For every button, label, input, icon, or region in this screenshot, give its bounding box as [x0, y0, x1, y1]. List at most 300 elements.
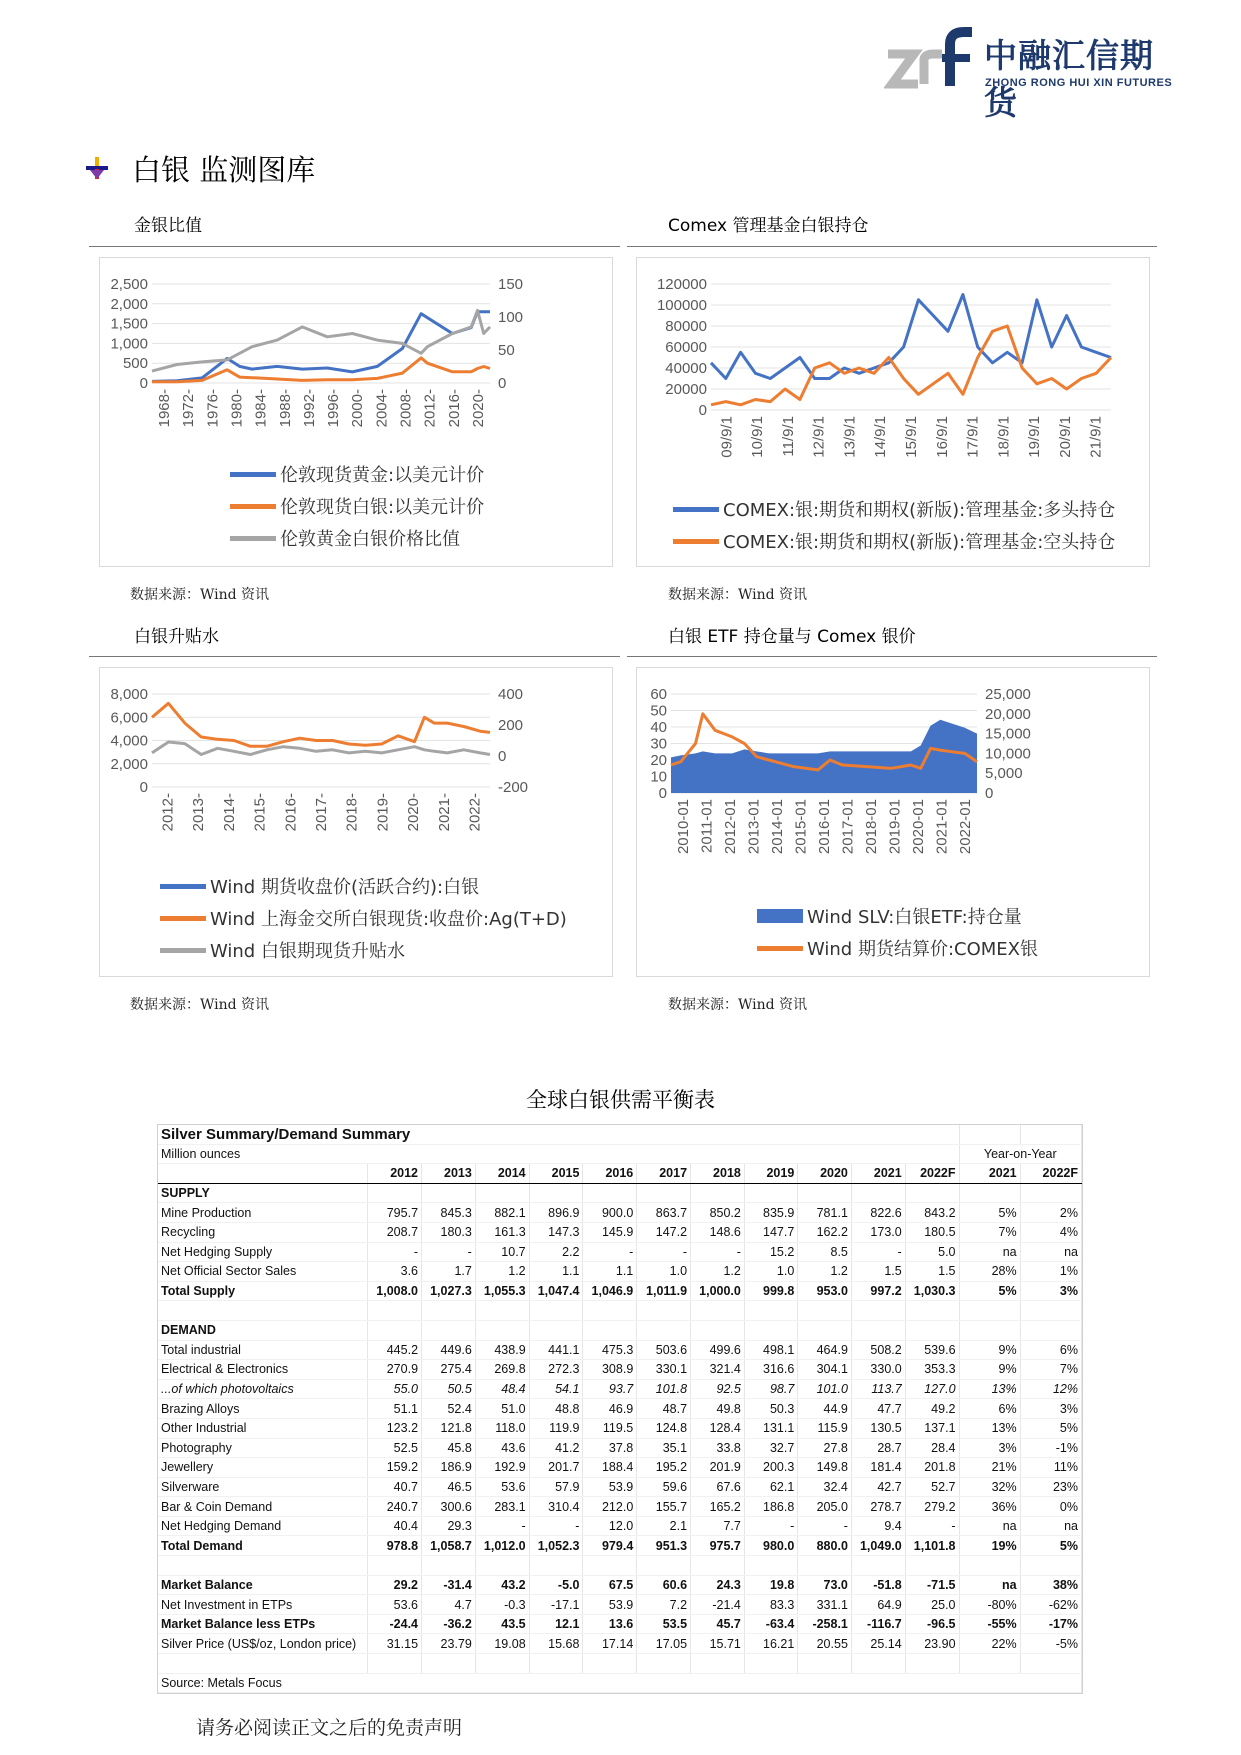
table-cell [475, 1320, 529, 1340]
table-cell: 50.5 [422, 1379, 476, 1399]
y-tick-label: 100000 [656, 297, 707, 314]
table-cell [744, 1556, 797, 1576]
table-cell: 353.3 [905, 1360, 959, 1380]
table-cell: 539.6 [905, 1340, 959, 1360]
table-cell: 200.3 [744, 1458, 797, 1478]
table-row [158, 1183, 1082, 1203]
chart1-legend [230, 458, 484, 554]
yoy-cell: 2% [1020, 1203, 1081, 1223]
y-tick-label: 50 [650, 702, 667, 720]
table-cell [368, 1654, 422, 1674]
row-label: Other Industrial [158, 1418, 368, 1438]
table-cell: 835.9 [744, 1203, 797, 1223]
x-tick-label: 1976- [204, 389, 222, 428]
table-cell: 25.0 [905, 1595, 959, 1615]
table-cell: 23.90 [905, 1634, 959, 1654]
legend-item [160, 870, 567, 902]
table-row [158, 1556, 1082, 1576]
series-line [152, 742, 490, 755]
yoy-cell: na [959, 1242, 1020, 1262]
y2-tick-label: 25,000 [985, 686, 1031, 703]
y-tick-label: 30 [650, 735, 667, 753]
table-cell [905, 1320, 959, 1340]
table-cell: 279.2 [905, 1497, 959, 1517]
table-cell [475, 1556, 529, 1576]
yoy-cell [959, 1183, 1020, 1203]
table-cell: 54.1 [529, 1379, 583, 1399]
table-cell: -51.8 [851, 1575, 905, 1595]
legend-item [160, 902, 567, 934]
table-cell [368, 1556, 422, 1576]
x-tick-label: 1980- [228, 389, 246, 428]
y2-tick-label: 10,000 [985, 745, 1031, 763]
x-tick-label: 1972- [180, 389, 198, 428]
x-tick-label: 20/9/1 [1056, 416, 1074, 458]
row-label: ...of which photovoltaics [158, 1379, 368, 1399]
yoy-cell: 5% [959, 1281, 1020, 1301]
yoy-cell [1020, 1183, 1081, 1203]
x-tick-label: 2020- [469, 389, 487, 428]
x-tick-label: 2004- [373, 389, 391, 428]
table-cell: 7.2 [637, 1595, 691, 1615]
table-row [158, 1418, 1082, 1438]
row-label: Mine Production [158, 1203, 368, 1223]
yoy-cell: 0% [1020, 1497, 1081, 1517]
table-cell: 781.1 [798, 1203, 852, 1223]
table-cell: 208.7 [368, 1222, 422, 1242]
table-row [158, 1379, 1082, 1399]
x-tick-label: 2011-01 [698, 799, 716, 853]
chart2-source: 数据来源：Wind 资讯 [668, 587, 808, 603]
table-cell: 41.2 [529, 1438, 583, 1458]
table-cell: 93.7 [583, 1379, 637, 1399]
table-row [158, 1595, 1082, 1615]
table-cell: 9.4 [851, 1516, 905, 1536]
legend-label: 伦敦现货白银:以美元计价 [280, 497, 485, 518]
y2-tick-label: 20,000 [985, 705, 1031, 723]
y-tick-label: 4,000 [110, 732, 148, 750]
table-cell: 43.6 [475, 1438, 529, 1458]
chart4-title: 白银 ETF 持仓量与 Comex 银价 [668, 627, 916, 647]
table-cell: 850.2 [691, 1203, 745, 1223]
table-cell: 15.68 [529, 1634, 583, 1654]
x-tick-label: 2015- [251, 793, 269, 832]
table-row [158, 1634, 1082, 1654]
table-cell: 32.4 [798, 1477, 852, 1497]
table-cell [798, 1654, 852, 1674]
table-cell: 37.8 [583, 1438, 637, 1458]
row-label: Silver Price (US$/oz, London price) [158, 1634, 368, 1654]
x-tick-label: 19/9/1 [1026, 416, 1044, 458]
table-cell: 900.0 [583, 1203, 637, 1223]
y-tick-label: 0 [139, 375, 148, 392]
y-tick-label: 20000 [665, 381, 707, 398]
table-cell: 35.1 [637, 1438, 691, 1458]
table-cell [583, 1301, 637, 1321]
table-cell: 441.1 [529, 1340, 583, 1360]
row-label [158, 1654, 368, 1674]
table-cell [583, 1654, 637, 1674]
table-cell: 12.1 [529, 1614, 583, 1634]
legend-item [757, 900, 1038, 932]
table-cell [529, 1320, 583, 1340]
table-cell: 186.8 [744, 1497, 797, 1517]
x-tick-label: 2017- [313, 793, 330, 832]
y-tick-label: 500 [122, 355, 148, 373]
series-line [152, 310, 490, 371]
table-cell [475, 1183, 529, 1203]
table-cell: 331.1 [798, 1595, 852, 1615]
table-cell: 121.8 [422, 1418, 476, 1438]
yoy-cell: 7% [959, 1222, 1020, 1242]
year-header: 2014 [475, 1164, 529, 1184]
table-cell [1020, 1125, 1081, 1144]
row-label: Total Supply [158, 1281, 368, 1301]
y-tick-label: 60 [650, 686, 667, 703]
x-tick-label: 2022- [466, 793, 484, 832]
table-cell: 40.7 [368, 1477, 422, 1497]
chart3-source: 数据来源：Wind 资讯 [130, 997, 270, 1013]
table-cell: 1,055.3 [475, 1281, 529, 1301]
table-cell: 8.5 [798, 1242, 852, 1262]
row-label: Recycling [158, 1222, 368, 1242]
table-cell: 1.5 [905, 1262, 959, 1282]
table-cell: 45.7 [691, 1614, 745, 1634]
table-row [158, 1497, 1082, 1517]
table-cell: 278.7 [851, 1497, 905, 1517]
x-tick-label: 2008- [397, 389, 415, 428]
x-tick-label: 2021-01 [933, 799, 951, 855]
table-cell: 130.5 [851, 1418, 905, 1438]
table-row [158, 1458, 1082, 1478]
table-cell: 1,101.8 [905, 1536, 959, 1556]
row-label [158, 1301, 368, 1321]
table-cell: 31.15 [368, 1634, 422, 1654]
x-tick-label: 2018- [343, 793, 361, 832]
table-cell: - [798, 1516, 852, 1536]
table-cell: 43.2 [475, 1575, 529, 1595]
yoy-cell: 38% [1020, 1575, 1081, 1595]
yoy-cell: 3% [959, 1438, 1020, 1458]
chart2-legend [673, 493, 1115, 557]
y2-tick-label: 15,000 [985, 725, 1031, 743]
x-tick-label: 2020- [405, 793, 423, 832]
logo-english-name: ZHONG RONG HUI XIN FUTURES [985, 77, 1173, 89]
y-tick-label: 8,000 [110, 686, 148, 703]
yoy-cell: -55% [959, 1614, 1020, 1634]
legend-label: Wind SLV:白银ETF:持仓量 [807, 907, 1022, 928]
section-heading [84, 148, 315, 188]
table-cell: 3.6 [368, 1262, 422, 1282]
table-cell: 880.0 [798, 1536, 852, 1556]
table-cell: 48.4 [475, 1379, 529, 1399]
zrhx-logo-mark [884, 26, 976, 90]
table-cell: 304.1 [798, 1360, 852, 1380]
table-cell: 464.9 [798, 1340, 852, 1360]
y-tick-label: 40 [650, 719, 667, 736]
table-cell [691, 1301, 745, 1321]
table-cell: 201.9 [691, 1458, 745, 1478]
x-tick-label: 14/9/1 [872, 416, 890, 458]
chart2-title: Comex 管理基金白银持仓 [668, 216, 869, 236]
table-cell [851, 1556, 905, 1576]
table-cell: 1.2 [691, 1262, 745, 1282]
yoy-cell: 4% [1020, 1222, 1081, 1242]
yoy-cell: 3% [1020, 1399, 1081, 1419]
legend-label: 伦敦现货黄金:以美元计价 [280, 465, 485, 486]
table-cell: 1,052.3 [529, 1536, 583, 1556]
table-row [158, 1399, 1082, 1419]
table-cell: 438.9 [475, 1340, 529, 1360]
legend-label: Wind 期货收盘价(活跃合约):白银 [210, 877, 480, 898]
yoy-cell [959, 1320, 1020, 1340]
y-tick-label: 0 [139, 779, 148, 796]
yoy-cell: 9% [959, 1360, 1020, 1380]
table-cell [637, 1654, 691, 1674]
x-tick-label: 1968- [156, 389, 174, 428]
table-cell: 201.8 [905, 1458, 959, 1478]
row-label: Total industrial [158, 1340, 368, 1360]
y2-tick-label: -200 [498, 779, 529, 796]
table-cell: 53.6 [475, 1477, 529, 1497]
y2-tick-label: 150 [498, 276, 524, 293]
supply-demand-table-container [157, 1124, 1083, 1694]
table-cell: 64.9 [851, 1595, 905, 1615]
table-cell: 1,011.9 [637, 1281, 691, 1301]
table-cell: 47.7 [851, 1399, 905, 1419]
y-tick-label: 6,000 [110, 709, 148, 727]
table-cell: 17.14 [583, 1634, 637, 1654]
yoy-cell: 36% [959, 1497, 1020, 1517]
yoy-year-header: 2021 [959, 1164, 1020, 1184]
table-cell [422, 1654, 476, 1674]
x-tick-label: 09/9/1 [718, 416, 736, 458]
table-cell: -0.3 [475, 1595, 529, 1615]
row-label: Market Balance less ETPs [158, 1614, 368, 1634]
table-cell: 1.1 [583, 1262, 637, 1282]
table-cell: 1.0 [637, 1262, 691, 1282]
yoy-cell: 6% [959, 1399, 1020, 1419]
table-row [158, 1575, 1082, 1595]
table-cell: -258.1 [798, 1614, 852, 1634]
table-cell: 508.2 [851, 1340, 905, 1360]
yoy-cell: 5% [1020, 1536, 1081, 1556]
table-cell [422, 1556, 476, 1576]
table-cell [798, 1556, 852, 1576]
yoy-cell: 12% [1020, 1379, 1081, 1399]
table-cell: 60.6 [637, 1575, 691, 1595]
y2-tick-label: 200 [498, 717, 524, 734]
table-cell: 127.0 [905, 1379, 959, 1399]
table-cell: 55.0 [368, 1379, 422, 1399]
table-cell: 951.3 [637, 1536, 691, 1556]
x-tick-label: 2017-01 [839, 799, 857, 855]
table-cell [637, 1556, 691, 1576]
table-cell: 2.1 [637, 1516, 691, 1536]
table-row [158, 1242, 1082, 1262]
table-cell: 23.79 [422, 1634, 476, 1654]
table-cell: -17.1 [529, 1595, 583, 1615]
yoy-cell [959, 1301, 1020, 1321]
table-row [158, 1438, 1082, 1458]
legend-item [230, 522, 484, 554]
yoy-cell: 22% [959, 1634, 1020, 1654]
table-cell: -24.4 [368, 1614, 422, 1634]
yoy-cell [1020, 1301, 1081, 1321]
x-tick-label: 2015-01 [792, 799, 810, 855]
table-cell: 52.5 [368, 1438, 422, 1458]
table-cell [529, 1183, 583, 1203]
table-cell: 12.0 [583, 1516, 637, 1536]
table-cell: 147.3 [529, 1222, 583, 1242]
table-cell: 999.8 [744, 1281, 797, 1301]
y2-tick-label: 400 [498, 686, 524, 703]
series-line [711, 326, 1111, 405]
table-cell: -116.7 [851, 1614, 905, 1634]
row-label: Total Demand [158, 1536, 368, 1556]
table-cell: 979.4 [583, 1536, 637, 1556]
x-tick-label: 2010-01 [674, 799, 692, 855]
table-cell: 59.6 [637, 1477, 691, 1497]
x-tick-label: 15/9/1 [903, 416, 920, 458]
table-cell: 159.2 [368, 1458, 422, 1478]
yoy-cell: 5% [959, 1203, 1020, 1223]
table-cell: 1.1 [529, 1262, 583, 1282]
x-tick-label: 18/9/1 [995, 416, 1013, 458]
row-label: Market Balance [158, 1575, 368, 1595]
yoy-year-header: 2022F [1020, 1164, 1081, 1184]
yoy-label: Year-on-Year [959, 1144, 1081, 1164]
row-label [158, 1556, 368, 1576]
legend-label: Wind 期货结算价:COMEX银 [807, 939, 1038, 960]
x-tick-label: 1988- [276, 389, 294, 428]
chart3-rule [89, 656, 620, 657]
table-row [158, 1281, 1082, 1301]
table-cell: 978.8 [368, 1536, 422, 1556]
table-cell: 15.2 [744, 1242, 797, 1262]
table-cell: 17.05 [637, 1634, 691, 1654]
y-tick-label: 2,500 [110, 276, 148, 293]
x-tick-label: 10/9/1 [749, 416, 767, 458]
y2-tick-label: 0 [498, 748, 507, 765]
y-tick-label: 1,000 [110, 335, 148, 353]
table-cell: 975.7 [691, 1536, 745, 1556]
chart1-title: 金银比值 [134, 216, 202, 236]
row-label: DEMAND [158, 1320, 368, 1340]
chart2-panel [636, 257, 1150, 567]
table-cell: 101.8 [637, 1379, 691, 1399]
table-cell: 24.3 [691, 1575, 745, 1595]
yoy-cell: 23% [1020, 1477, 1081, 1497]
x-tick-label: 2013-01 [745, 799, 763, 855]
yoy-cell: -17% [1020, 1614, 1081, 1634]
table-row [158, 1262, 1082, 1282]
x-tick-label: 2022-01 [957, 799, 975, 855]
table-cell: 270.9 [368, 1360, 422, 1380]
x-tick-label: 16/9/1 [933, 416, 951, 458]
y-tick-label: 120000 [656, 276, 707, 293]
table-cell: 51.0 [475, 1399, 529, 1419]
table-cell [368, 1301, 422, 1321]
table-cell: 67.5 [583, 1575, 637, 1595]
table-cell: 180.3 [422, 1222, 476, 1242]
series-line [152, 312, 490, 382]
table-cell [905, 1556, 959, 1576]
table-cell: 25.14 [851, 1634, 905, 1654]
table-cell: 1,012.0 [475, 1536, 529, 1556]
y-tick-label: 2,000 [110, 755, 148, 773]
x-tick-label: 2018-01 [863, 799, 881, 855]
table-cell [529, 1654, 583, 1674]
table-cell: 83.3 [744, 1595, 797, 1615]
legend-label: COMEX:银:期货和期权(新版):管理基金:多头持仓 [723, 500, 1116, 521]
table-cell: 300.6 [422, 1497, 476, 1517]
table-cell [368, 1320, 422, 1340]
table-cell: 330.1 [637, 1360, 691, 1380]
table-cell: 148.6 [691, 1222, 745, 1242]
table-cell: 240.7 [368, 1497, 422, 1517]
legend-item [230, 458, 484, 490]
yoy-cell: 11% [1020, 1458, 1081, 1478]
table-cell: 42.7 [851, 1477, 905, 1497]
table-cell: 49.2 [905, 1399, 959, 1419]
table-cell: 445.2 [368, 1340, 422, 1360]
x-tick-label: 13/9/1 [841, 416, 859, 458]
row-label: Net Hedging Supply [158, 1242, 368, 1262]
row-label: Jewellery [158, 1458, 368, 1478]
table-cell: 195.2 [637, 1458, 691, 1478]
row-label: Net Investment in ETPs [158, 1595, 368, 1615]
yoy-cell: 13% [959, 1418, 1020, 1438]
table-cell: 269.8 [475, 1360, 529, 1380]
table-cell: 330.0 [851, 1360, 905, 1380]
table-row [158, 1654, 1082, 1674]
table-row [158, 1477, 1082, 1497]
table-cell: -21.4 [691, 1595, 745, 1615]
table-source: Source: Metals Focus [158, 1673, 1082, 1693]
row-label: Electrical & Electronics [158, 1360, 368, 1380]
table-cell: 137.1 [905, 1418, 959, 1438]
table-cell: 20.55 [798, 1634, 852, 1654]
x-tick-label: 1992- [300, 389, 318, 428]
legend-item [673, 493, 1115, 525]
table-cell: 51.1 [368, 1399, 422, 1419]
table-row [158, 1536, 1082, 1556]
table-row [158, 1614, 1082, 1634]
table-cell: 29.2 [368, 1575, 422, 1595]
legend-label: 伦敦黄金白银价格比值 [280, 529, 460, 550]
table-cell: 40.4 [368, 1516, 422, 1536]
yoy-cell [1020, 1654, 1081, 1674]
x-tick-label: 2014- [220, 793, 238, 832]
yoy-cell: 1% [1020, 1262, 1081, 1282]
chart1-rule [89, 246, 620, 247]
legend-label: Wind 白银期现货升贴水 [210, 941, 405, 962]
table-cell: 43.5 [475, 1614, 529, 1634]
table-cell [637, 1301, 691, 1321]
yoy-cell: 6% [1020, 1340, 1081, 1360]
table-cell: - [744, 1516, 797, 1536]
table-cell: 119.9 [529, 1418, 583, 1438]
table-cell: 201.7 [529, 1458, 583, 1478]
x-tick-label: 2000- [349, 389, 367, 428]
table-title: 全球白银供需平衡表 [526, 1088, 715, 1112]
table-cell: 980.0 [744, 1536, 797, 1556]
table-cell: 52.4 [422, 1399, 476, 1419]
table-cell: 275.4 [422, 1360, 476, 1380]
table-cell: - [583, 1242, 637, 1262]
yoy-cell: 5% [1020, 1418, 1081, 1438]
